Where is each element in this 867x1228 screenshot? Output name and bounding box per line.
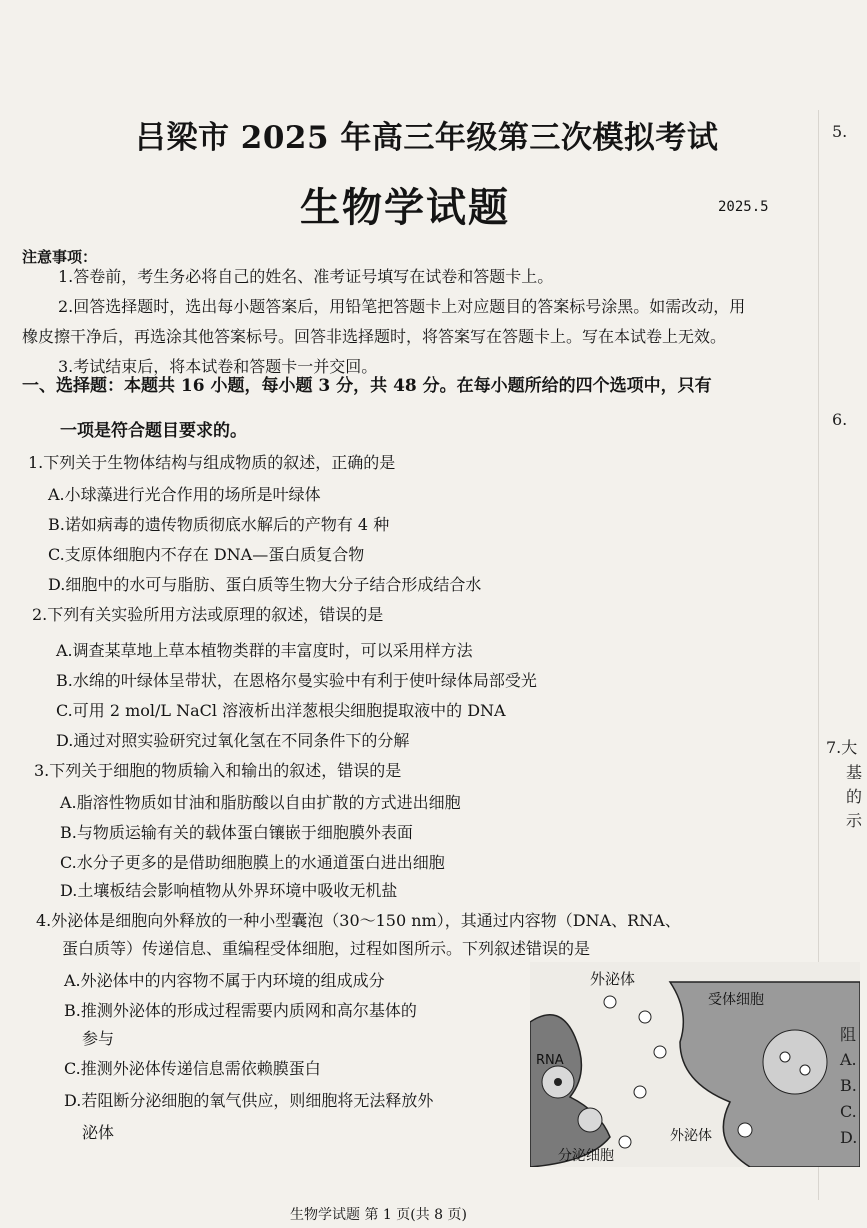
figure-label-exosome-2: 外泌体 (670, 1128, 712, 1144)
question-stem-cont: 蛋白质等）传递信息、重编程受体细胞，过程如图所示。下列叙述错误的是 (62, 939, 591, 958)
exosome-icon (604, 996, 616, 1008)
right-fragment: 示 (846, 811, 863, 830)
right-fragment: C. (840, 1102, 857, 1121)
vesicle-icon (578, 1108, 602, 1132)
right-fragment: 7.大 (826, 738, 858, 757)
option-cont: 泌体 (82, 1123, 115, 1142)
option: A.调查某草地上草本植物类群的丰富度时，可以采用样方法 (56, 641, 473, 660)
figure-label-receptor: 受体细胞 (708, 992, 764, 1008)
note-item: 橡皮擦干净后，再选涂其他答案标号。回答非选择题时，将答案写在答题卡上。写在本试卷上无效。 (22, 327, 727, 346)
figure-label-rna: RNA (536, 1053, 564, 1068)
option: B.水绵的叶绿体呈带状，在恩格尔曼实验中有利于使叶绿体局部受光 (56, 671, 537, 690)
right-fragment: 5. (832, 122, 848, 141)
right-fragment: 阻 (840, 1025, 857, 1044)
page-footer: 生物学试题 第 1 页(共 8 页) (290, 1207, 467, 1223)
note-item: 2.回答选择题时，选出每小题答案后，用铅笔把答题卡上对应题目的答案标号涂黑。如需改动，用 (58, 297, 746, 316)
figure-label-secretory: 分泌细胞 (558, 1148, 614, 1164)
option: B.与物质运输有关的载体蛋白镶嵌于细胞膜外表面 (60, 823, 413, 842)
note-item: 3.考试结束后，将本试卷和答题卡一并交回。 (58, 357, 378, 376)
exosome-diagram (530, 962, 860, 1167)
receptor-nucleus-icon (763, 1030, 827, 1094)
right-fragment: 6. (832, 410, 848, 429)
question-stem: 3.下列关于细胞的物质输入和输出的叙述，错误的是 (34, 761, 402, 780)
option: B.诺如病毒的遗传物质彻底水解后的产物有 4 种 (48, 515, 390, 534)
exosome-figure (530, 962, 860, 1167)
right-fragment: B. (840, 1076, 857, 1095)
section-heading-cont: 一项是符合题目要求的。 (60, 421, 247, 441)
exam-title: 吕梁市 2025 年高三年级第三次模拟考试 (135, 120, 719, 156)
option: A.外泌体中的内容物不属于内环境的组成成分 (64, 971, 385, 990)
figure-label-exosome: 外泌体 (590, 970, 636, 988)
option: A.脂溶性物质如甘油和脂肪酸以自由扩散的方式进出细胞 (60, 793, 461, 812)
exosome-icon (639, 1011, 651, 1023)
right-fragment: A. (840, 1050, 857, 1069)
option: C.水分子更多的是借助细胞膜上的水通道蛋白进出细胞 (60, 853, 445, 872)
option: D.细胞中的水可与脂肪、蛋白质等生物大分子结合形成结合水 (48, 575, 482, 594)
option: C.可用 2 mol/L NaCl 溶液析出洋葱根尖细胞提取液中的 DNA (56, 701, 506, 720)
option: D.若阻断分泌细胞的氧气供应，则细胞将无法释放外 (64, 1091, 434, 1110)
section-heading: 一、选择题：本题共 16 小题，每小题 3 分，共 48 分。在每小题所给的四个选项中，只有 (22, 376, 712, 396)
exosome-icon (619, 1136, 631, 1148)
notes-heading: 注意事项： (22, 248, 98, 266)
question-stem: 1.下列关于生物体结构与组成物质的叙述，正确的是 (28, 453, 396, 472)
option: C.支原体细胞内不存在 DNA—蛋白质复合物 (48, 545, 365, 564)
exam-subtitle: 生物学试题 (300, 184, 510, 231)
note-item: 1.答卷前，考生务必将自己的姓名、准考证号填写在试卷和答题卡上。 (58, 267, 554, 286)
exosome-icon (634, 1086, 646, 1098)
question-stem: 2.下列有关实验所用方法或原理的叙述，错误的是 (32, 605, 384, 624)
option: D.通过对照实验研究过氧化氢在不同条件下的分解 (56, 731, 410, 750)
exosome-icon (654, 1046, 666, 1058)
option: D.土壤板结会影响植物从外界环境中吸收无机盐 (60, 881, 398, 900)
right-fragment: D. (840, 1128, 858, 1147)
option: B.推测外泌体的形成过程需要内质网和高尔基体的 (64, 1001, 417, 1020)
right-fragment: 基 (846, 763, 863, 782)
question-stem: 4.外泌体是细胞向外释放的一种小型囊泡（30～150 nm），其通过内容物（DNA、RNA、 (36, 911, 681, 930)
right-fragment: 的 (846, 787, 863, 806)
option: C.推测外泌体传递信息需依赖膜蛋白 (64, 1059, 321, 1078)
option-cont: 参与 (82, 1029, 115, 1048)
exam-date: 2025.5 (718, 199, 769, 215)
exosome-icon (738, 1123, 752, 1137)
option: A.小球藻进行光合作用的场所是叶绿体 (48, 485, 321, 504)
